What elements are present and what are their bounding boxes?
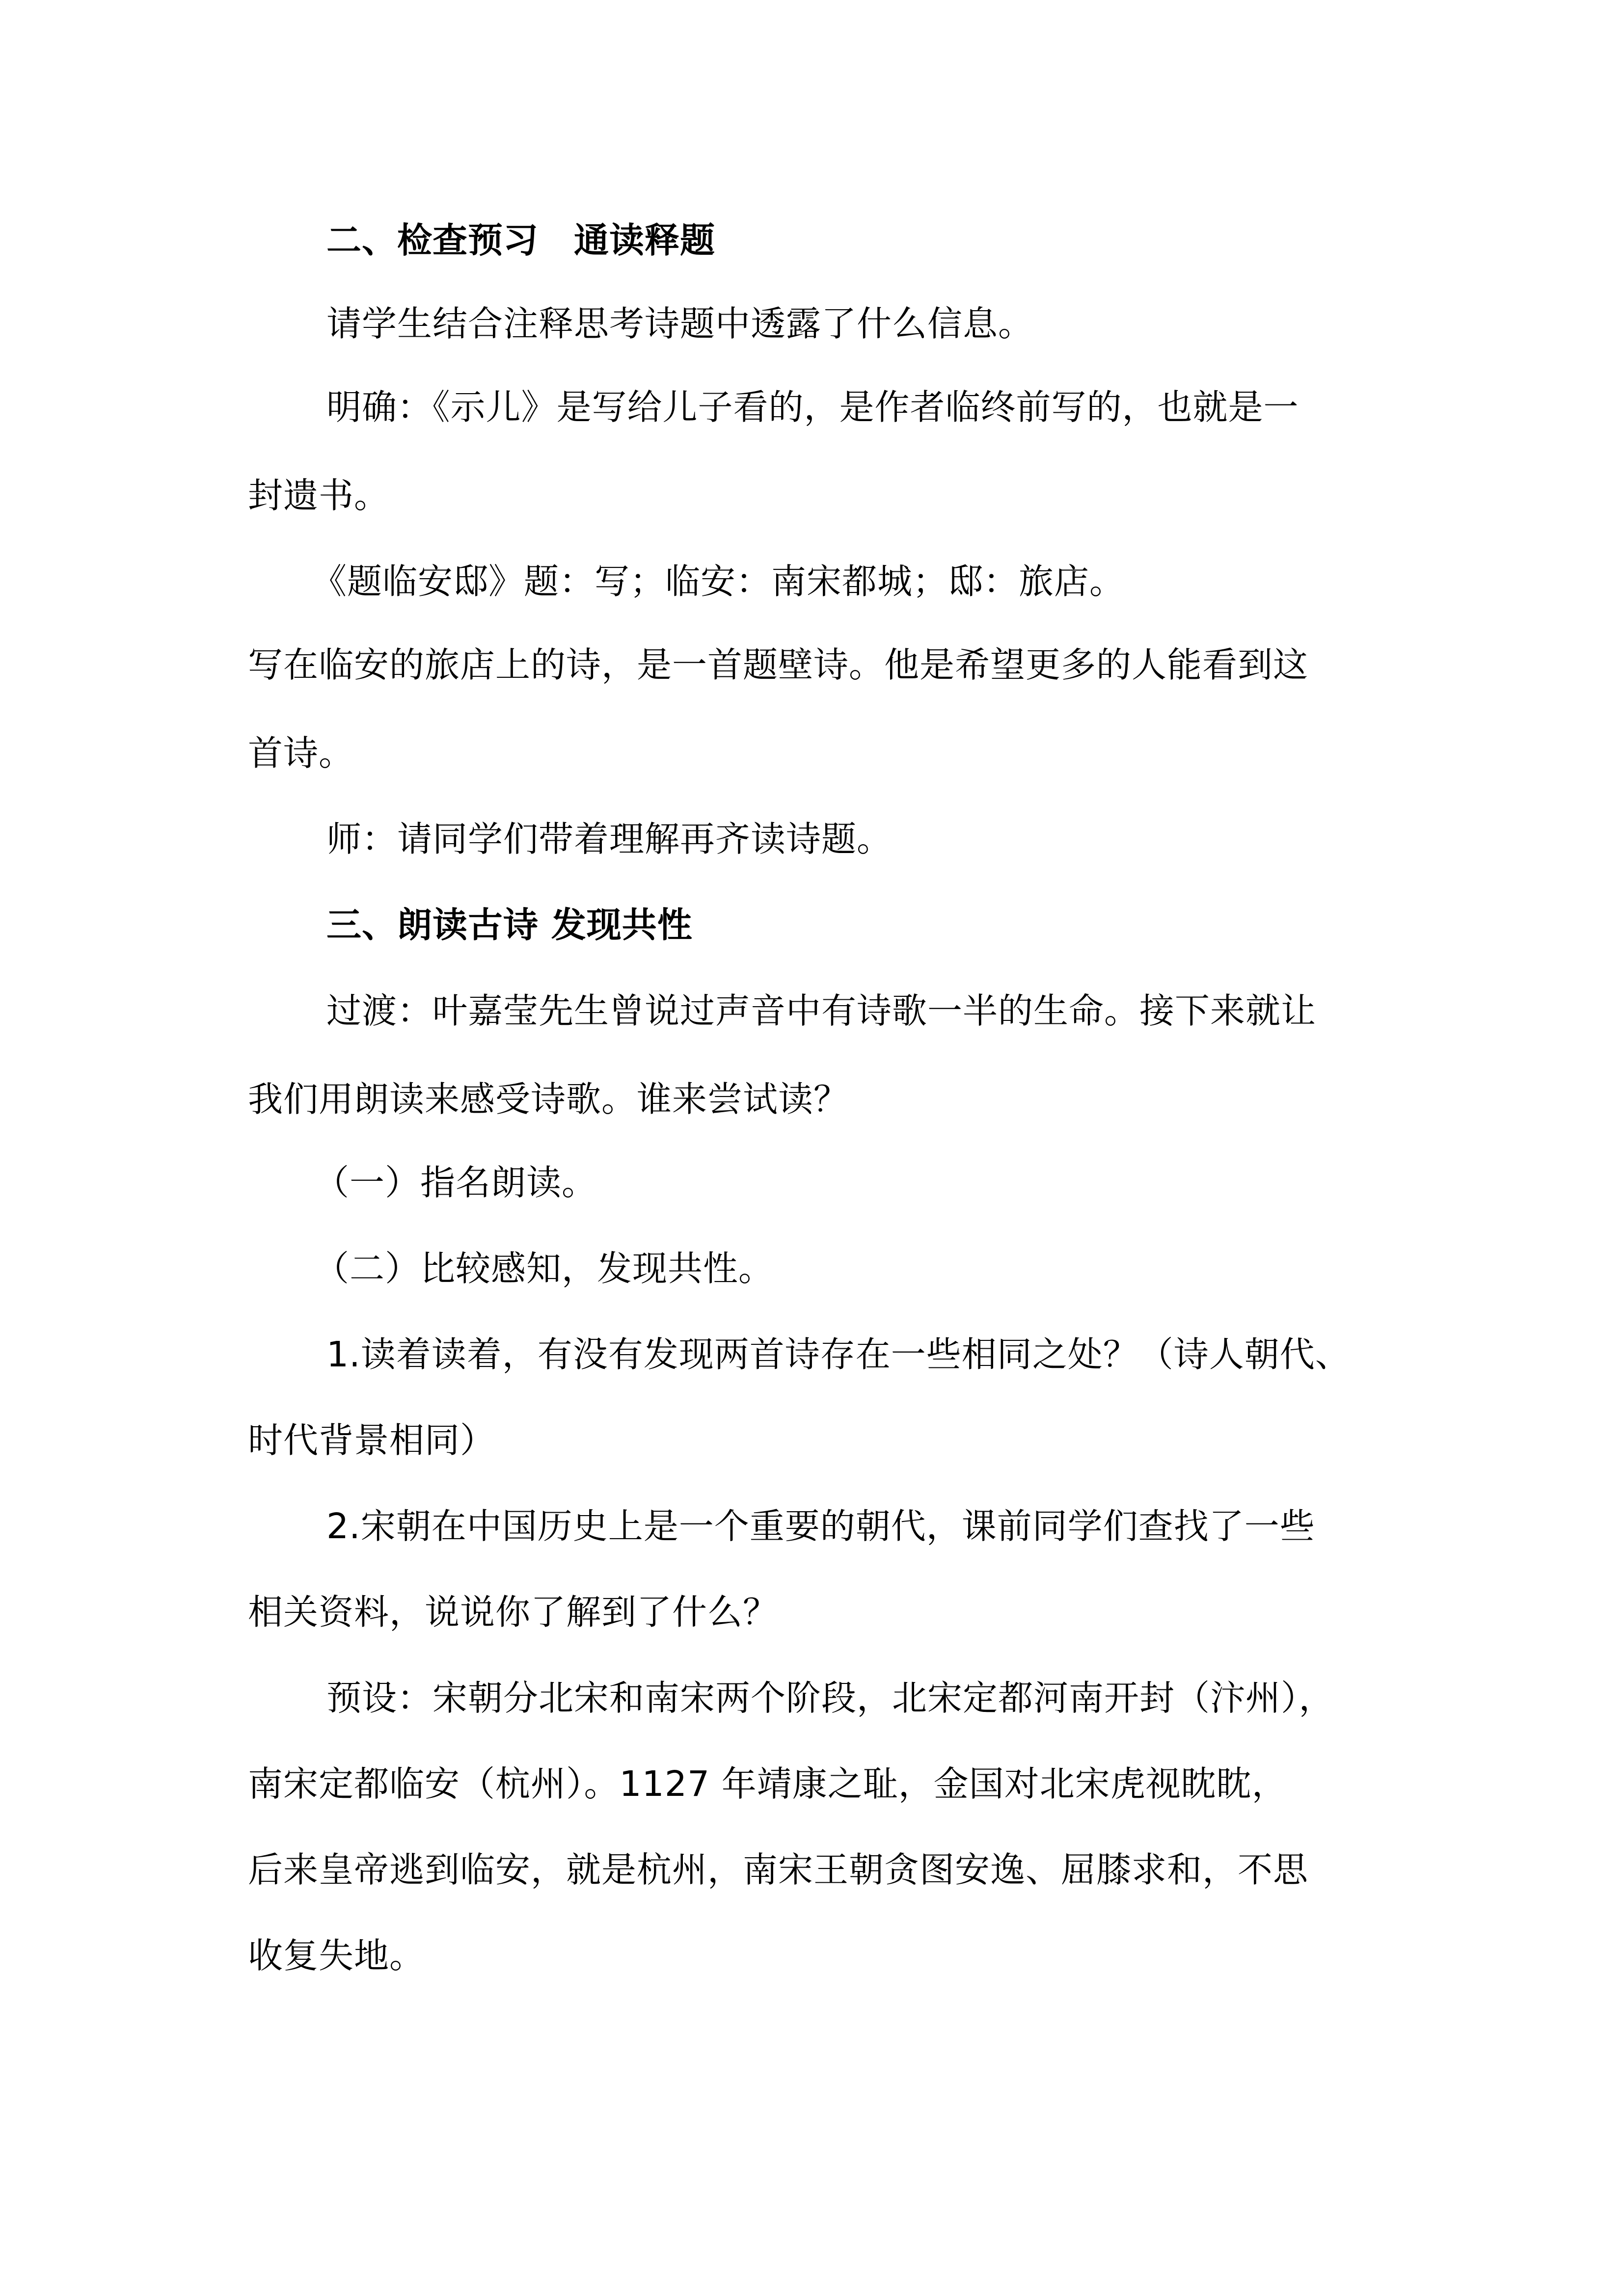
list-step-2: （二）比较感知，发现共性。 [314, 1248, 774, 1289]
paragraph-title-note-line2: 写在临安的旅店上的诗，是一首题壁诗。他是希望更多的人能看到这 [248, 644, 1309, 685]
paragraph-transition-line2: 我们用朗读来感受诗歌。谁来尝试读？ [248, 1079, 849, 1120]
preset-line2: 南宋定都临安（杭州）。1127 年靖康之耻，金国对北宋虎视眈眈， [248, 1763, 1287, 1804]
paragraph-title-note-line3: 首诗。 [248, 733, 354, 774]
preset-line4: 收复失地。 [248, 1935, 425, 1976]
paragraph-clarify-line1: 明确：《示儿》是写给儿子看的，是作者临终前写的，也就是一 [326, 387, 1299, 427]
paragraph-title-note-line1: 《题临安邸》题：写；临安：南宋都城；邸：旅店。 [312, 561, 1125, 602]
preset-line1: 预设：宋朝分北宋和南宋两个阶段，北宋定都河南开封（汴州）， [326, 1678, 1334, 1718]
question-2-line1: 2.宋朝在中国历史上是一个重要的朝代，课前同学们查找了一些 [326, 1506, 1315, 1547]
section-heading-preview: 二、检查预习 通读释题 [326, 220, 716, 261]
paragraph-transition-line1: 过渡：叶嘉莹先生曾说过声音中有诗歌一半的生命。接下来就让 [326, 990, 1317, 1031]
paragraph-teacher: 师：请同学们带着理解再齐读诗题。 [326, 819, 893, 859]
question-2-line2: 相关资料，说说你了解到了什么？ [248, 1592, 779, 1632]
question-1-line2: 时代背景相同） [248, 1420, 496, 1461]
list-step-1: （一）指名朗读。 [314, 1162, 597, 1203]
section-heading-reading: 三、朗读古诗 发现共性 [326, 905, 693, 945]
paragraph-prompt: 请学生结合注释思考诗题中透露了什么信息。 [326, 303, 1034, 344]
paragraph-clarify-line2: 封遗书。 [248, 475, 390, 516]
preset-line3: 后来皇帝逃到临安，就是杭州，南宋王朝贪图安逸、屈膝求和，不思 [248, 1849, 1309, 1890]
question-1-line1: 1.读着读着，有没有发现两首诗存在一些相同之处？（诗人朝代、 [326, 1334, 1351, 1375]
